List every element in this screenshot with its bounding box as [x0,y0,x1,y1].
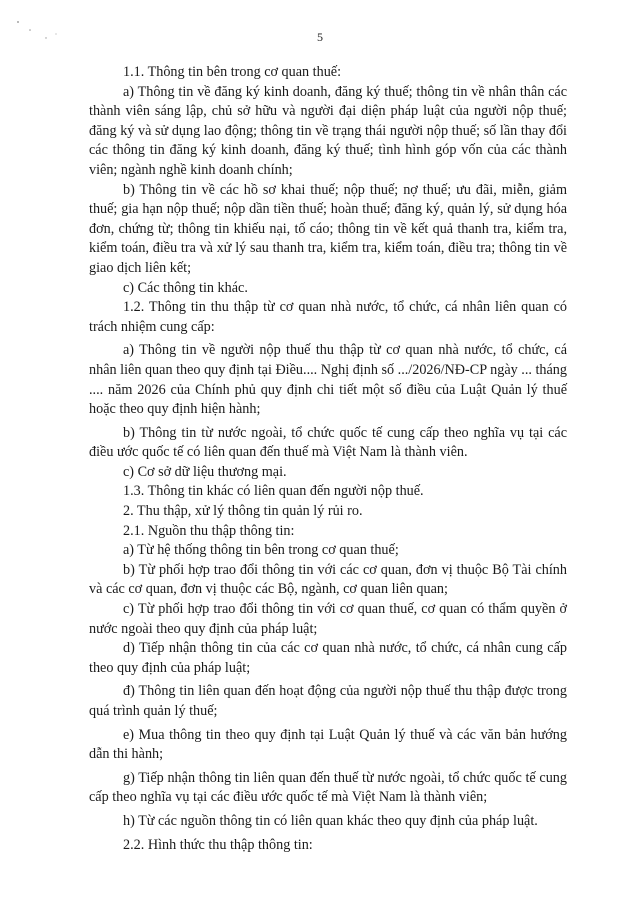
paragraph: đ) Thông tin liên quan đến hoạt động của người nộp thuế thu thập được trong quá trình quản lý thuế; [89,683,567,719]
paragraph: 1.2. Thông tin thu thập từ cơ quan nhà nước, tổ chức, cá nhân liên quan có trách nhiệm cung cấp: [89,299,567,335]
paragraph: 2.2. Hình thức thu thập thông tin: [123,836,313,853]
paragraph: a) Thông tin về đăng ký kinh doanh, đăng ký thuế; thông tin về nhân thân các thành viên sáng lập, chủ sở hữu và người đại diện pháp luật của người nộp thuế; đăng ký và sử dụng lao động; thông tin về trạng thái người nộp thuế; số lần thay đổi các thông tin đăng ký kinh doanh, đăng ký thuế; tình hình góp vốn của các thành viên; ngành nghề kinh doanh chính; [89,83,567,178]
paragraph: 1.1. Thông tin bên trong cơ quan thuế: [123,64,342,80]
paragraph: 2. Thu thập, xử lý thông tin quản lý rủi ro. [123,503,363,520]
paragraph: b) Từ phối hợp trao đổi thông tin với các cơ quan, đơn vị thuộc Bộ Tài chính và các cơ quan, đơn vị thuộc các Bộ, ngành, cơ quan liên quan; [89,561,567,598]
paragraph: g) Tiếp nhận thông tin liên quan đến thuế từ nước ngoài, tổ chức quốc tế cung cấp theo nghĩa vụ tại các điều ước quốc tế mà Việt Nam là thành viên; [89,769,567,806]
paragraph: 2.1. Nguồn thu thập thông tin: [123,522,295,539]
paragraph: c) Từ phối hợp trao đổi thông tin với cơ quan thuế, cơ quan có thẩm quyền ở nước ngoài theo quy định của pháp luật; [89,601,567,637]
page-number: 5 [317,30,323,44]
paragraph: h) Từ các nguồn thông tin có liên quan khác theo quy định của pháp luật. [123,812,538,829]
paragraph: e) Mua thông tin theo quy định tại Luật Quản lý thuế và các văn bản hướng dẫn thi hành; [89,726,567,763]
paragraph: c) Các thông tin khác. [123,279,248,296]
paragraph: b) Thông tin về các hồ sơ khai thuế; nộp thuế; nợ thuế; ưu đãi, miễn, giảm thuế; gia hạn nộp thuế; nộp dần tiền thuế; hoàn thuế; đăng ký, quản lý, sử dụng hóa đơn, chứng từ; thông tin khiếu nại, tố cáo; thông tin về kết quả thanh tra, kiểm tra, kiểm toán, điều tra và xử lý sau thanh tra, kiểm tra, kiểm toán, điều tra; thông tin về giao dịch liên kết; [89,181,567,276]
paragraph: c) Cơ sở dữ liệu thương mại. [123,463,287,480]
paragraph: d) Tiếp nhận thông tin của các cơ quan nhà nước, tổ chức, cá nhân cung cấp theo quy định của pháp luật; [89,640,567,676]
paragraph: 1.3. Thông tin khác có liên quan đến người nộp thuế. [123,483,424,500]
paragraph: b) Thông tin từ nước ngoài, tổ chức quốc tế cung cấp theo nghĩa vụ tại các điều ước quốc tế có liên quan đến thuế mà Việt Nam là thành viên. [89,424,567,461]
paragraph: a) Thông tin về người nộp thuế thu thập từ cơ quan nhà nước, tổ chức, cá nhân liên quan theo quy định tại Điều.... Nghị định số .../2026/NĐ-CP ngày ... tháng .... năm 2026 của Chính phủ quy định chi tiết một số điều của Luật Quản lý thuế hoặc theo quy định hiện hành; [89,342,567,418]
document-body [89,63,567,855]
paragraph: a) Từ hệ thống thông tin bên trong cơ quan thuế; [123,542,399,559]
